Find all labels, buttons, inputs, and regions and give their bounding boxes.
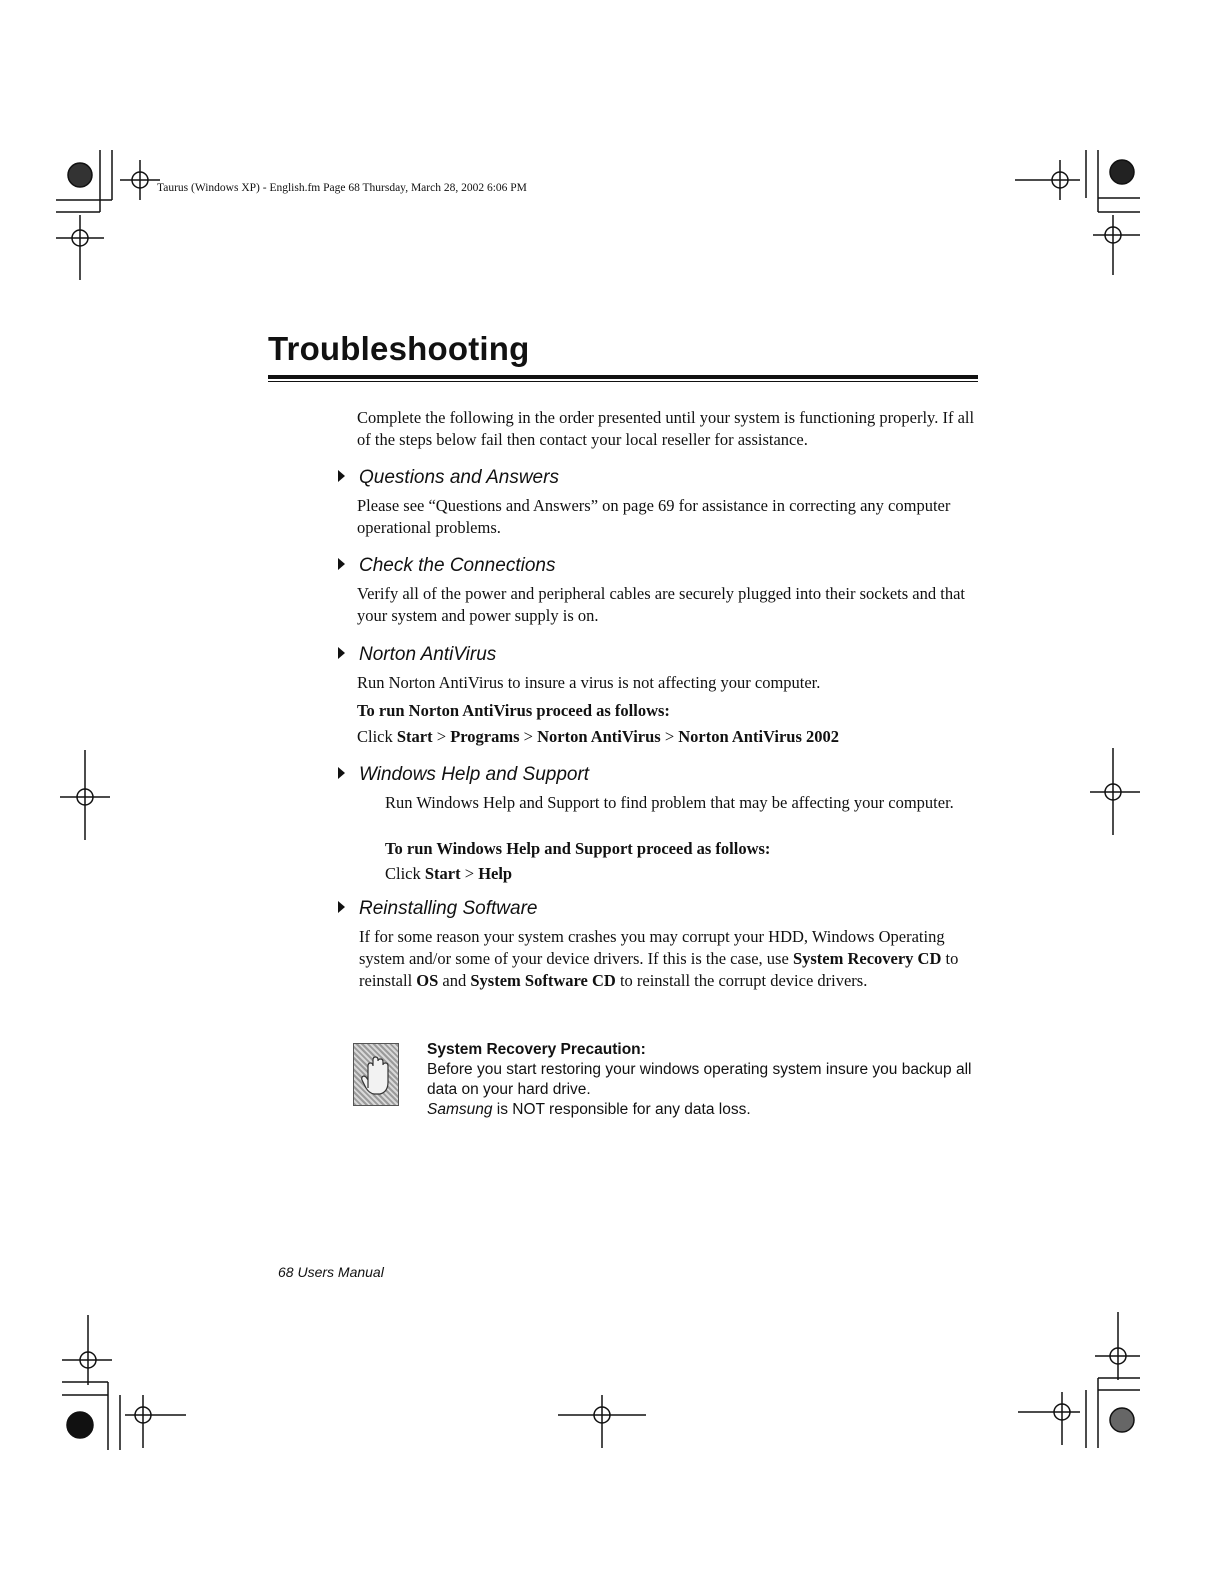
norton-click-path: Click Start > Programs > Norton AntiVirus > Norton AntiVirus 2002 — [357, 727, 839, 746]
caution-note — [427, 1040, 987, 1120]
norton-paragraph: Run Norton AntiVirus to insure a virus is not affecting your computer. — [357, 673, 821, 692]
filled-target-icon — [1110, 160, 1134, 184]
print-header: Taurus (Windows XP) - English.fm Page 68 Thursday, March 28, 2002 6:06 PM — [157, 182, 527, 194]
arrow-right-icon — [338, 647, 345, 659]
arrow-right-icon — [338, 767, 345, 779]
star-target-icon — [1110, 1408, 1134, 1432]
section-heading-norton: Norton AntiVirus — [338, 644, 496, 666]
filled-target-icon — [67, 1412, 93, 1438]
help-paragraph: Run Windows Help and Support to find problem that may be affecting your computer. — [385, 793, 954, 812]
section-heading-qa: Questions and Answers — [338, 467, 559, 489]
arrow-right-icon — [338, 470, 345, 482]
title-rule — [268, 375, 978, 379]
arrow-right-icon — [338, 901, 345, 913]
note-body: Before you start restoring your windows operating system insure you backup all data on your hard drive. — [427, 1061, 972, 1098]
caution-hand-icon — [353, 1043, 399, 1106]
qa-paragraph: Please see “Questions and Answers” on page 69 for assistance in correcting any computer operational problems. — [357, 496, 951, 537]
reinstall-paragraph: If for some reason your system crashes you may corrupt your HDD, Windows Operating system and/or some of your device drivers. If this is the case, use System Recovery CD to reinstall OS and System Software CD to reinstall the corrupt device drivers. — [359, 927, 959, 990]
norton-proceed: To run Norton AntiVirus proceed as follows: — [357, 701, 670, 720]
note-disclaimer: Samsung is NOT responsible for any data loss. — [427, 1101, 751, 1118]
section-heading-connections: Check the Connections — [338, 555, 555, 577]
section-heading-reinstall: Reinstalling Software — [338, 898, 537, 920]
note-title: System Recovery Precaution: — [427, 1041, 646, 1058]
intro-paragraph: Complete the following in the order presented until your system is functioning properly. If all of the steps below fail then contact your local reseller for assistance. — [357, 408, 975, 449]
section-heading-help: Windows Help and Support — [338, 764, 589, 786]
help-proceed: To run Windows Help and Support proceed as follows: — [385, 839, 771, 858]
page-title: Troubleshooting — [268, 330, 530, 367]
connections-paragraph: Verify all of the power and peripheral cables are securely plugged into their sockets and that your system and power supply is on. — [357, 584, 965, 625]
arrow-right-icon — [338, 558, 345, 570]
title-rule-thin — [268, 381, 978, 382]
help-click-path: Click Start > Help — [385, 864, 513, 883]
star-target-icon — [68, 163, 92, 187]
page-footer: 68 Users Manual — [278, 1264, 384, 1280]
